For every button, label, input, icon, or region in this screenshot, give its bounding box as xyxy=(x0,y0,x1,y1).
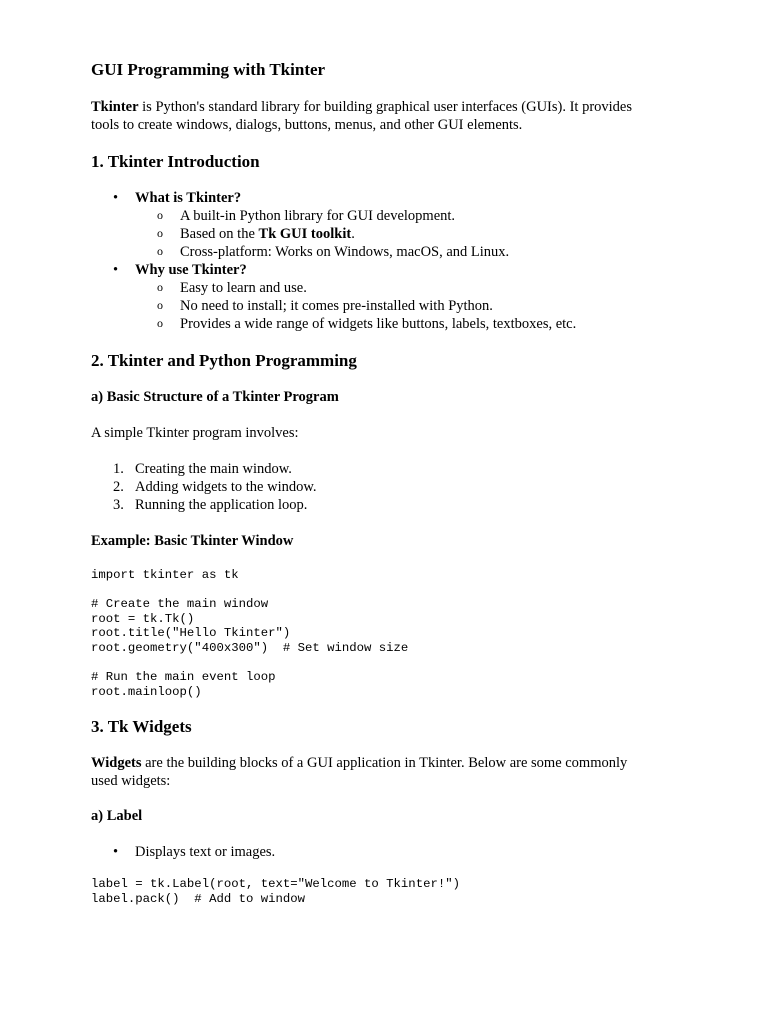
list-item: o No need to install; it comes pre-installed with Python. xyxy=(157,297,671,315)
step-text: Running the application loop. xyxy=(135,497,308,513)
list-item: o A built-in Python library for GUI development. xyxy=(157,207,671,225)
section-2-paragraph: A simple Tkinter program involves: xyxy=(91,425,299,441)
step-number: 1. xyxy=(113,461,124,477)
list-item xyxy=(113,460,671,478)
intro-paragraph xyxy=(91,98,671,134)
section-2-heading: 2. Tkinter and Python Programming xyxy=(91,351,357,370)
section-1-bullets xyxy=(113,189,671,333)
step-number: 2. xyxy=(113,479,124,495)
steps-list xyxy=(113,460,671,514)
step-number: 3. xyxy=(113,497,124,513)
list-item: o Provides a wide range of widgets like buttons, labels, textboxes, etc. xyxy=(157,315,671,333)
widgets-bold-term: Widgets xyxy=(91,755,142,772)
section-3-heading: 3. Tk Widgets xyxy=(91,717,192,737)
intro-bold-term: Tkinter xyxy=(91,99,139,115)
list-item xyxy=(113,496,671,514)
label-subheading: a) Label xyxy=(91,808,143,825)
list-item-tk-toolkit xyxy=(157,225,671,243)
example-heading: Example: Basic Tkinter Window xyxy=(91,533,294,549)
code-import: import tkinter as tk xyxy=(91,568,239,582)
section-3-line1: are the building blocks of a GUI application in Tkinter. Below are some commonly xyxy=(141,755,628,772)
code-create-window: # Create the main window root = tk.Tk() root.title("Hello Tkinter") root.geometry("400x300") # Set window size xyxy=(91,597,409,655)
section-3-paragraph xyxy=(91,754,671,790)
list-item: o Cross-platform: Works on Windows, macOS, and Linux. xyxy=(157,243,671,261)
tk-item-suffix: . xyxy=(351,226,355,242)
list-item-what-is-tkinter xyxy=(113,189,671,261)
section-2-subheading: a) Basic Structure of a Tkinter Program xyxy=(91,389,339,405)
what-is-tkinter-sublist xyxy=(157,207,671,261)
label-bullets xyxy=(113,843,671,861)
list-item: o Easy to learn and use. xyxy=(157,279,671,297)
section-1-heading: 1. Tkinter Introduction xyxy=(91,152,260,171)
intro-line1: is Python's standard library for building graphical user interfaces (GUIs). It provides xyxy=(138,99,633,115)
document-title: GUI Programming with Tkinter xyxy=(91,60,326,79)
section-3-line2: used widgets: xyxy=(91,773,171,790)
why-use-tkinter-label: Why use Tkinter? xyxy=(135,262,247,278)
tk-item-bold: Tk GUI toolkit xyxy=(258,226,352,242)
list-item: • Displays text or images. xyxy=(113,843,671,861)
intro-line2: tools to create windows, dialogs, buttons, menus, and other GUI elements. xyxy=(91,117,523,133)
code-run-loop: # Run the main event loop root.mainloop() xyxy=(91,670,276,699)
list-item xyxy=(113,478,671,496)
why-use-tkinter-sublist xyxy=(157,279,671,333)
document-page xyxy=(91,60,671,907)
list-item-why-use-tkinter xyxy=(113,261,671,333)
code-label-example: label = tk.Label(root, text="Welcome to Tkinter!") label.pack() # Add to window xyxy=(91,877,460,906)
tk-item-prefix: Based on the xyxy=(180,226,259,242)
step-text: Adding widgets to the window. xyxy=(135,479,317,495)
what-is-tkinter-label: What is Tkinter? xyxy=(135,190,242,206)
step-text: Creating the main window. xyxy=(135,461,292,477)
